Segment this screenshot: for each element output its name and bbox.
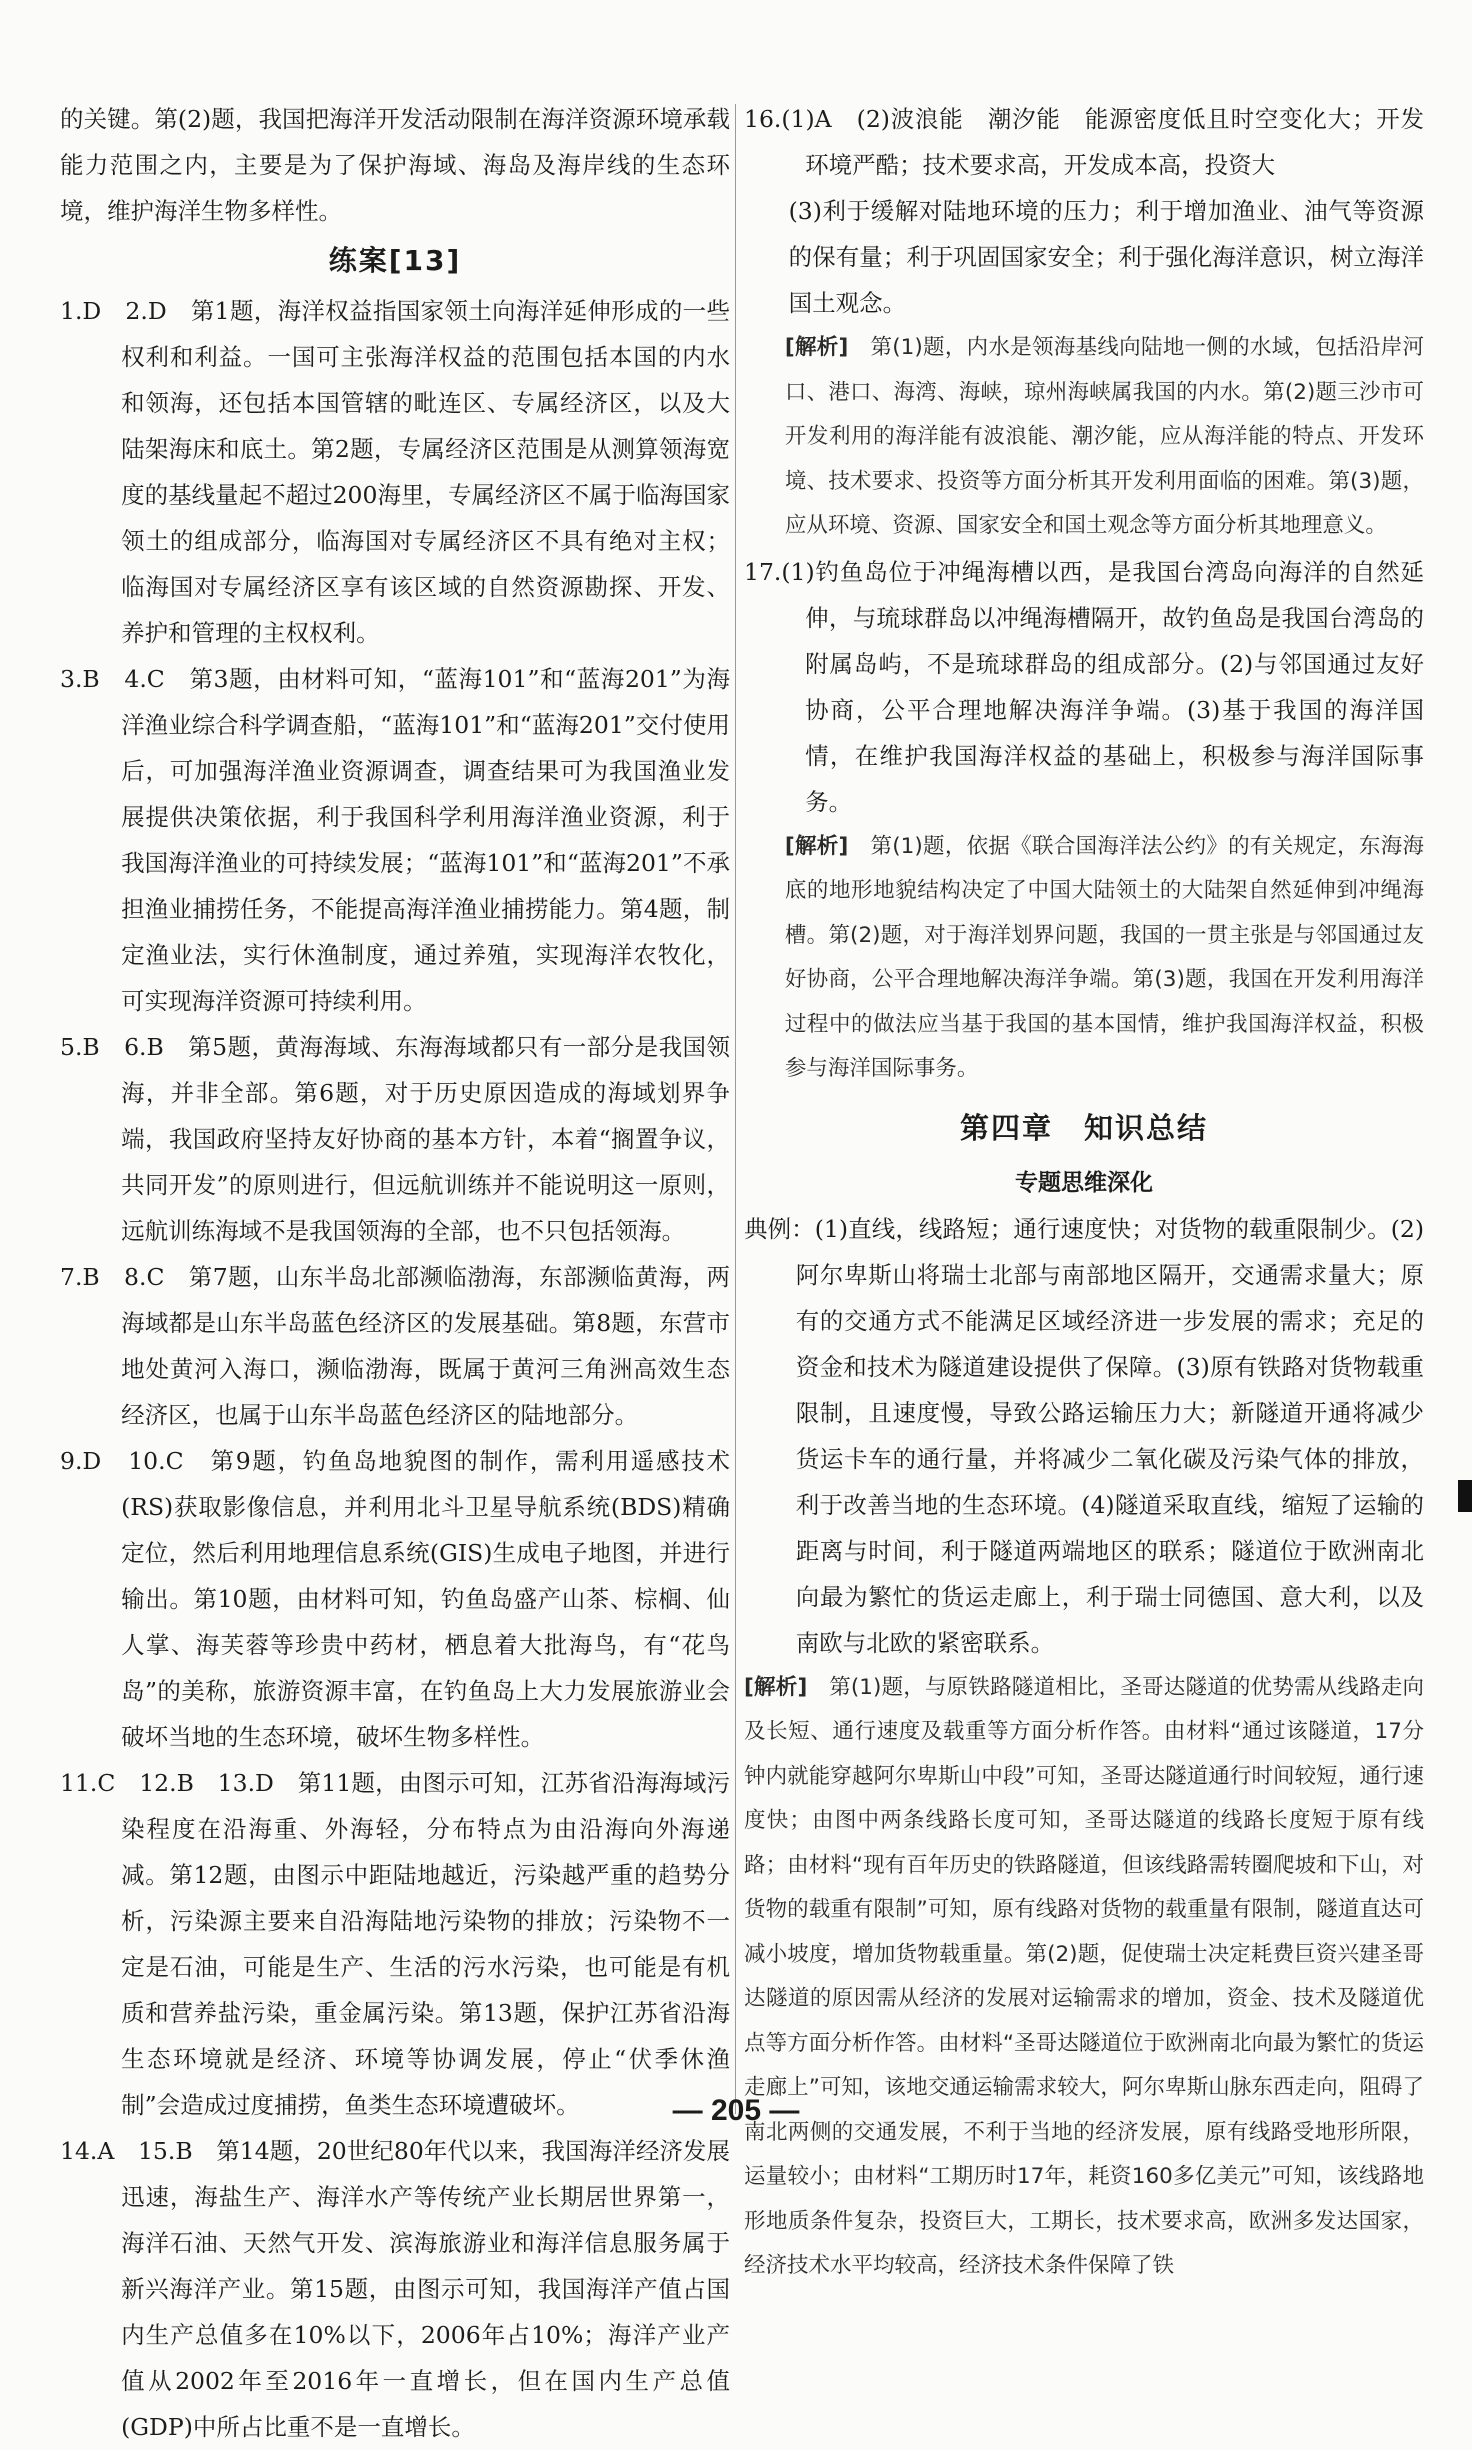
subtitle: 专题思维深化 [1015,1169,1153,1196]
intro-text: 的关键。第(2)题，我国把海洋开发活动限制在海洋资源环境承载能力范围之内，主要是为了保护海域、海岛及海岸线的生态环境，维护海洋生物多样性。 [60,105,730,225]
q16-answer: 16.(1)A (2)波浪能 潮汐能 能源密度低且时空变化大；开发环境严酷；技术要求高，开发成本高，投资大 [744,105,1424,179]
answer-item: 14.A 15.B 第14题，20世纪80年代以来，我国海洋经济发展迅速，海盐生产、海洋水产等传统产业长期居世界第一，海洋石油、天然气开发、滨海旅游业和海洋信息服务属于新兴海洋产业。第15题，由图示可知，我国海洋产值占国内生产总值多在10%以下，2006年占10%；海洋产业产值从2002年至2016年一直增长，但在国内生产总值(GDP)中所占比重不是一直增长。 [60,2137,730,2441]
edge-mark [1458,1480,1472,1512]
answer-item: 5.B 6.B 第5题，黄海海域、东海海域都只有一部分是我国领海，并非全部。第6题，对于历史原因造成的海域划界争端，我国政府坚持友好协商的基本方针，本着“搁置争议，共同开发”的原则进行，但远航训练并不能说明这一原则，远航训练海域不是我国领海的全部，也不只包括领海。 [60,1033,730,1245]
column-divider [735,104,736,2114]
answer-item: 7.B 8.C 第7题，山东半岛北部濒临渤海，东部濒临黄海，两海域都是山东半岛蓝色经济区的发展基础。第8题，东营市地处黄河入海口，濒临渤海，既属于黄河三角洲高效生态经济区，也属于山东半岛蓝色经济区的陆地部分。 [60,1263,730,1429]
example-answer: 典例：(1)直线，线路短；通行速度快；对货物的载重限制少。(2)阿尔卑斯山将瑞士北部与南部地区隔开，交通需求量大；原有的交通方式不能满足区域经济进一步发展的需求；充足的资金和技术为隧道建设提供了保障。(3)原有铁路对货物载重限制，且速度慢，导致公路运输压力大；新隧道开通将减少货运卡车的通行量，并将减少二氧化碳及污染气体的排放，利于改善当地的生态环境。(4)隧道采取直线，缩短了运输的距离与时间，利于隧道两端地区的联系；隧道位于欧洲南北向最为繁忙的货运走廊上，利于瑞士同德国、意大利，以及南欧与北欧的紧密联系。 [744,1214,1424,1657]
q17-analysis-text: 第(1)题，依据《联合国海洋法公约》的有关规定，东海海底的地形地貌结构决定了中国大陆领土的大陆架自然延伸到冲绳海槽。第(2)题，对于海洋划界问题，我国的一贯主张是与邻国通过友好协商，公平合理地解决海洋争端。第(3)题，我国在开发利用海洋过程中的做法应当基于我国的基本国情，维护我国海洋权益，积极参与海洋国际事务。 [784,833,1424,1081]
q16-part3: (3)利于缓解对陆地环境的压力；利于增加渔业、油气等资源的保有量；利于巩固国家安全；利于强化海洋意识，树立海洋国土观念。 [788,197,1424,317]
analysis-tag: [解析] [744,1674,808,1700]
answer-item: 9.D 10.C 第9题，钓鱼岛地貌图的制作，需利用遥感技术(RS)获取影像信息，并利用北斗卫星导航系统(BDS)精确定位，然后利用地理信息系统(GIS)生成电子地图，并进行输出。第10题，由材料可知，钓鱼岛盛产山茶、棕榈、仙人掌、海芙蓉等珍贵中药材，栖息着大批海鸟，有“花鸟岛”的美称，旅游资源丰富，在钓鱼岛上大力发展旅游业会破坏当地的生态环境，破坏生物多样性。 [60,1447,730,1751]
q17-answer: 17.(1)钓鱼岛位于冲绳海槽以西，是我国台湾岛向海洋的自然延伸，与琉球群岛以冲绳海槽隔开，故钓鱼岛是我国台湾岛的附属岛屿，不是琉球群岛的组成部分。(2)与邻国通过友好协商，公平合理地解决海洋争端。(3)基于我国的海洋国情，在维护我国海洋权益的基础上，积极参与海洋国际事务。 [744,557,1424,816]
q16-analysis-text: 第(1)题，内水是领海基线向陆地一侧的水域，包括沿岸河口、港口、海湾、海峡，琼州海峡属我国的内水。第(2)题三沙市可开发利用的海洋能有波浪能、潮汐能，应从海洋能的特点、开发环境、技术要求、投资等方面分析其开发利用面临的困难。第(3)题，应从环境、资源、国家安全和国土观念等方面分析其地理意义。 [784,335,1424,538]
section-title: 练案[13] [328,244,462,277]
right-column [744,96,1424,2289]
answer-item: 11.C 12.B 13.D 第11题，由图示可知，江苏省沿海海域污染程度在沿海重、外海轻，分布特点为由沿海向外海递减。第12题，由图示中距陆地越近，污染越严重的趋势分析，污染源主要来自沿海陆地污染物的排放；污染物不一定是石油，可能是生产、生活的污水污染，也可能是有机质和营养盐污染，重金属污染。第13题，保护江苏省沿海生态环境就是经济、环境等协调发展，停止“伏季休渔制”会造成过度捕捞，鱼类生态环境遭破坏。 [60,1769,730,2119]
example-analysis [744,1666,1424,2289]
chapter-title: 第四章 知识总结 [959,1110,1208,1145]
page-number: — 205 — [672,2094,800,2127]
answer-item: 1.D 2.D 第1题，海洋权益指国家领土向海洋延伸形成的一些权利和利益。一国可主张海洋权益的范围包括本国的内水和领海，还包括本国管辖的毗连区、专属经济区，以及大陆架海床和底土。第2题，专属经济区范围是从测算领海宽度的基线量起不超过200海里，专属经济区不属于临海国家领土的组成部分，临海国对专属经济区不具有绝对主权；临海国对专属经济区享有该区域的自然资源勘探、开发、养护和管理的主权权利。 [60,297,730,647]
example-analysis-text: 第(1)题，与原铁路隧道相比，圣哥达隧道的优势需从线路走向及长短、通行速度及载重等方面分析作答。由材料“通过该隧道，17分钟内就能穿越阿尔卑斯山中段”可知，圣哥达隧道通行时间较短，通行速度快；由图中两条线路长度可知，圣哥达隧道的线路长度短于原有线路；由材料“现有百年历史的铁路隧道，但该线路需转圈爬坡和下山，对货物的载重有限制”可知，原有线路对货物的载重量有限制，隧道直达可减小坡度，增加货物载重量。第(2)题，促使瑞士决定耗费巨资兴建圣哥达隧道的原因需从经济的发展对运输需求的增加，资金、技术及隧道优点等方面分析作答。由材料“圣哥达隧道位于欧洲南北向最为繁忙的货运走廊上”可知，该地交通运输需求较大，阿尔卑斯山脉东西走向，阻碍了南北两侧的交通发展，不利于当地的经济发展，原有线路受地形所限，运量较小；由材料“工期历时17年，耗资160多亿美元”可知，该线路地形地质条件复杂，投资巨大，工期长，技术要求高，欧洲多发达国家，经济技术水平均较高，经济技术条件保障了铁 [744,1674,1424,2278]
analysis-tag: [解析] [784,833,849,859]
q17-analysis [744,825,1424,1092]
q16-analysis [744,326,1424,549]
answer-item: 3.B 4.C 第3题，由材料可知，“蓝海101”和“蓝海201”为海洋渔业综合科学调查船，“蓝海101”和“蓝海201”交付使用后，可加强海洋渔业资源调查，调查结果可为我国渔业发展提供决策依据，利于我国科学利用海洋渔业资源，利于我国海洋渔业的可持续发展；“蓝海101”和“蓝海201”不承担渔业捕捞任务，不能提高海洋渔业捕捞能力。第4题，制定渔业法，实行休渔制度，通过养殖，实现海洋农牧化，可实现海洋资源可持续利用。 [60,665,730,1015]
analysis-tag: [解析] [784,335,849,360]
